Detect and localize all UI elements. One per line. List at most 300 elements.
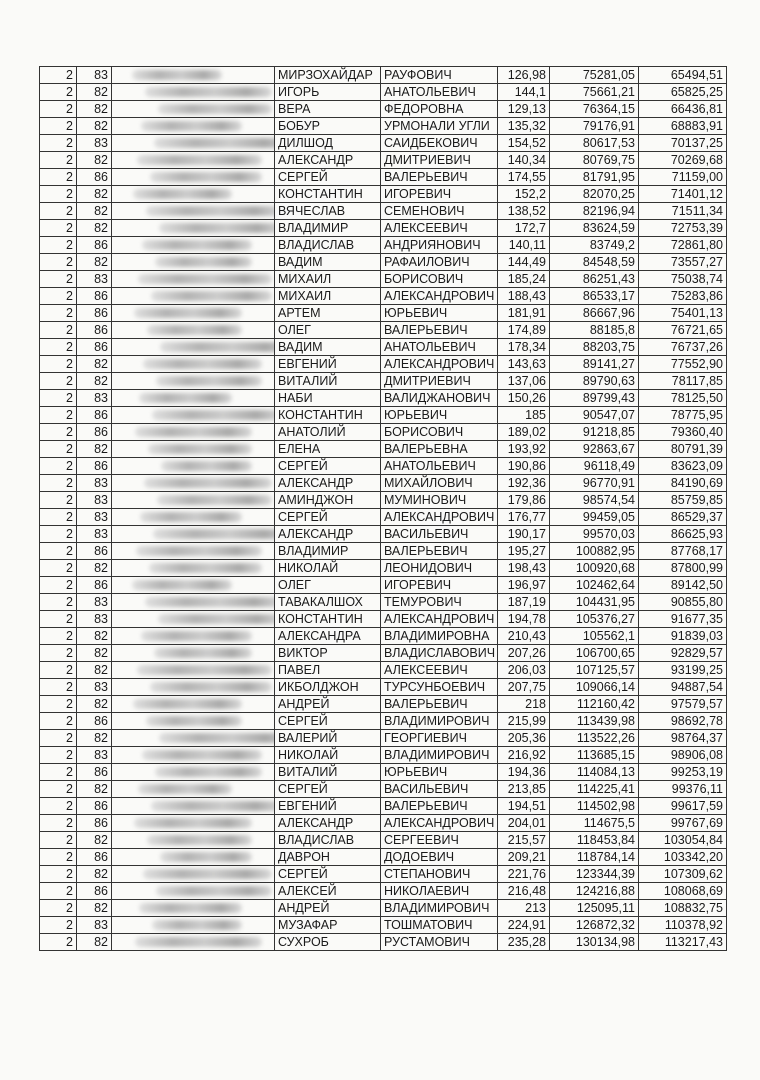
table-body <box>40 67 727 951</box>
col-net-amount: 70269,68 <box>639 152 727 169</box>
col-surname-redacted <box>112 730 275 747</box>
col-hours: 204,01 <box>498 815 550 832</box>
col-hours: 224,91 <box>498 917 550 934</box>
col-code: 82 <box>77 356 112 373</box>
col-first-name: АНАТОЛИЙ <box>275 424 381 441</box>
col-net-amount: 76737,26 <box>639 339 727 356</box>
redacted-surname <box>144 478 272 488</box>
col-code: 83 <box>77 594 112 611</box>
redacted-surname <box>160 852 252 862</box>
col-code: 82 <box>77 84 112 101</box>
col-group: 2 <box>40 679 77 696</box>
redacted-surname <box>154 138 275 148</box>
table-row <box>40 798 727 815</box>
redacted-surname <box>150 172 262 182</box>
table-row <box>40 560 727 577</box>
col-patronymic: РАФАИЛОВИЧ <box>381 254 498 271</box>
col-code: 83 <box>77 679 112 696</box>
col-net-amount: 72753,39 <box>639 220 727 237</box>
redacted-surname <box>135 427 252 437</box>
redacted-surname <box>147 325 242 335</box>
col-net-amount: 91677,35 <box>639 611 727 628</box>
col-gross-amount: 83749,2 <box>550 237 639 254</box>
table-row <box>40 849 727 866</box>
col-surname-redacted <box>112 713 275 730</box>
col-surname-redacted <box>112 628 275 645</box>
col-surname-redacted <box>112 390 275 407</box>
col-patronymic: ВАЛЕРЬЕВИЧ <box>381 322 498 339</box>
col-surname-redacted <box>112 288 275 305</box>
col-hours: 216,92 <box>498 747 550 764</box>
col-code: 86 <box>77 305 112 322</box>
col-surname-redacted <box>112 747 275 764</box>
col-surname-redacted <box>112 832 275 849</box>
col-hours: 195,27 <box>498 543 550 560</box>
col-patronymic: АЛЕКСЕЕВИЧ <box>381 220 498 237</box>
col-group: 2 <box>40 203 77 220</box>
col-first-name: АРТЕМ <box>275 305 381 322</box>
col-group: 2 <box>40 917 77 934</box>
table-row <box>40 356 727 373</box>
col-first-name: НАБИ <box>275 390 381 407</box>
col-surname-redacted <box>112 492 275 509</box>
col-gross-amount: 80617,53 <box>550 135 639 152</box>
col-patronymic: ИГОРЕВИЧ <box>381 577 498 594</box>
table-row <box>40 526 727 543</box>
table-row <box>40 815 727 832</box>
col-net-amount: 78117,85 <box>639 373 727 390</box>
col-net-amount: 86529,37 <box>639 509 727 526</box>
col-group: 2 <box>40 594 77 611</box>
col-net-amount: 93199,25 <box>639 662 727 679</box>
col-surname-redacted <box>112 356 275 373</box>
col-hours: 207,75 <box>498 679 550 696</box>
table-row <box>40 322 727 339</box>
col-net-amount: 84190,69 <box>639 475 727 492</box>
col-gross-amount: 100882,95 <box>550 543 639 560</box>
col-gross-amount: 123344,39 <box>550 866 639 883</box>
redacted-surname <box>147 835 252 845</box>
col-patronymic: АЛЕКСАНДРОВИЧ <box>381 509 498 526</box>
table-row <box>40 764 727 781</box>
col-group: 2 <box>40 186 77 203</box>
col-group: 2 <box>40 849 77 866</box>
col-group: 2 <box>40 84 77 101</box>
redacted-surname <box>141 121 242 131</box>
col-patronymic: ВЛАДИМИРОВИЧ <box>381 713 498 730</box>
col-first-name: МУЗАФАР <box>275 917 381 934</box>
col-surname-redacted <box>112 900 275 917</box>
redacted-surname <box>140 512 242 522</box>
col-gross-amount: 88185,8 <box>550 322 639 339</box>
col-surname-redacted <box>112 883 275 900</box>
col-surname-redacted <box>112 152 275 169</box>
col-gross-amount: 98574,54 <box>550 492 639 509</box>
col-code: 82 <box>77 662 112 679</box>
col-patronymic: АЛЕКСАНДРОВИЧ <box>381 611 498 628</box>
table-row <box>40 441 727 458</box>
col-group: 2 <box>40 458 77 475</box>
table-row <box>40 509 727 526</box>
col-patronymic: ДМИТРИЕВИЧ <box>381 373 498 390</box>
col-code: 83 <box>77 917 112 934</box>
table-row <box>40 594 727 611</box>
col-net-amount: 94887,54 <box>639 679 727 696</box>
col-code: 82 <box>77 441 112 458</box>
col-code: 82 <box>77 696 112 713</box>
col-net-amount: 73557,27 <box>639 254 727 271</box>
col-surname-redacted <box>112 203 275 220</box>
col-net-amount: 87768,17 <box>639 543 727 560</box>
col-code: 83 <box>77 67 112 84</box>
redacted-surname <box>151 291 272 301</box>
table-row <box>40 373 727 390</box>
col-net-amount: 85759,85 <box>639 492 727 509</box>
redacted-surname <box>149 563 262 573</box>
col-code: 82 <box>77 186 112 203</box>
col-first-name: АЛЕКСАНДР <box>275 526 381 543</box>
col-patronymic: ВАСИЛЬЕВИЧ <box>381 526 498 543</box>
col-hours: 185,24 <box>498 271 550 288</box>
redacted-surname <box>154 648 252 658</box>
col-code: 82 <box>77 220 112 237</box>
col-gross-amount: 89141,27 <box>550 356 639 373</box>
col-net-amount: 91839,03 <box>639 628 727 645</box>
col-gross-amount: 113439,98 <box>550 713 639 730</box>
col-group: 2 <box>40 713 77 730</box>
table-row <box>40 101 727 118</box>
col-first-name: ИГОРЬ <box>275 84 381 101</box>
col-patronymic: ЮРЬЕВИЧ <box>381 305 498 322</box>
col-gross-amount: 76364,15 <box>550 101 639 118</box>
col-surname-redacted <box>112 424 275 441</box>
col-first-name: АЛЕКСАНДР <box>275 475 381 492</box>
col-hours: 150,26 <box>498 390 550 407</box>
col-first-name: МИХАИЛ <box>275 288 381 305</box>
table-row <box>40 883 727 900</box>
col-hours: 209,21 <box>498 849 550 866</box>
col-hours: 221,76 <box>498 866 550 883</box>
col-code: 86 <box>77 764 112 781</box>
col-hours: 194,78 <box>498 611 550 628</box>
col-hours: 188,43 <box>498 288 550 305</box>
col-surname-redacted <box>112 169 275 186</box>
col-surname-redacted <box>112 679 275 696</box>
col-gross-amount: 113522,26 <box>550 730 639 747</box>
table-row <box>40 475 727 492</box>
col-surname-redacted <box>112 509 275 526</box>
col-gross-amount: 107125,57 <box>550 662 639 679</box>
col-net-amount: 71159,00 <box>639 169 727 186</box>
col-patronymic: ФЕДОРОВНА <box>381 101 498 118</box>
col-net-amount: 78775,95 <box>639 407 727 424</box>
col-hours: 154,52 <box>498 135 550 152</box>
col-first-name: МИХАИЛ <box>275 271 381 288</box>
col-net-amount: 108832,75 <box>639 900 727 917</box>
col-first-name: ВЛАДИМИР <box>275 543 381 560</box>
col-group: 2 <box>40 781 77 798</box>
table-row <box>40 458 727 475</box>
col-patronymic: ВЛАДИМИРОВИЧ <box>381 900 498 917</box>
col-first-name: АНДРЕЙ <box>275 696 381 713</box>
col-code: 86 <box>77 798 112 815</box>
col-group: 2 <box>40 883 77 900</box>
col-group: 2 <box>40 866 77 883</box>
salary-table <box>39 66 727 951</box>
col-net-amount: 103342,20 <box>639 849 727 866</box>
col-code: 86 <box>77 815 112 832</box>
col-hours: 138,52 <box>498 203 550 220</box>
col-first-name: ВИТАЛИЙ <box>275 373 381 390</box>
redacted-surname <box>133 189 232 199</box>
col-gross-amount: 89790,63 <box>550 373 639 390</box>
col-patronymic: ИГОРЕВИЧ <box>381 186 498 203</box>
col-net-amount: 68883,91 <box>639 118 727 135</box>
redacted-surname <box>156 886 272 896</box>
col-group: 2 <box>40 815 77 832</box>
col-code: 83 <box>77 135 112 152</box>
table-row <box>40 645 727 662</box>
col-first-name: ОЛЕГ <box>275 322 381 339</box>
col-code: 86 <box>77 407 112 424</box>
col-hours: 140,11 <box>498 237 550 254</box>
col-net-amount: 99376,11 <box>639 781 727 798</box>
table-row <box>40 866 727 883</box>
col-hours: 140,34 <box>498 152 550 169</box>
col-surname-redacted <box>112 407 275 424</box>
col-gross-amount: 104431,95 <box>550 594 639 611</box>
col-patronymic: УРМОНАЛИ УГЛИ <box>381 118 498 135</box>
col-net-amount: 113217,43 <box>639 934 727 951</box>
redacted-surname <box>155 767 262 777</box>
col-code: 83 <box>77 475 112 492</box>
col-group: 2 <box>40 390 77 407</box>
redacted-surname <box>159 733 275 743</box>
table-row <box>40 118 727 135</box>
col-code: 86 <box>77 849 112 866</box>
table-row <box>40 237 727 254</box>
col-code: 82 <box>77 730 112 747</box>
col-group: 2 <box>40 135 77 152</box>
col-gross-amount: 105376,27 <box>550 611 639 628</box>
col-net-amount: 98906,08 <box>639 747 727 764</box>
col-surname-redacted <box>112 339 275 356</box>
col-hours: 178,34 <box>498 339 550 356</box>
table-row <box>40 305 727 322</box>
col-first-name: НИКОЛАЙ <box>275 747 381 764</box>
col-group: 2 <box>40 645 77 662</box>
col-code: 86 <box>77 169 112 186</box>
col-patronymic: МИХАЙЛОВИЧ <box>381 475 498 492</box>
redacted-surname <box>161 461 252 471</box>
col-surname-redacted <box>112 186 275 203</box>
col-patronymic: РУСТАМОВИЧ <box>381 934 498 951</box>
col-surname-redacted <box>112 118 275 135</box>
col-gross-amount: 114084,13 <box>550 764 639 781</box>
redacted-surname <box>159 223 275 233</box>
table-row <box>40 271 727 288</box>
col-first-name: ВЛАДИСЛАВ <box>275 237 381 254</box>
col-net-amount: 83623,09 <box>639 458 727 475</box>
col-gross-amount: 96770,91 <box>550 475 639 492</box>
col-first-name: ВИКТОР <box>275 645 381 662</box>
col-patronymic: АЛЕКСАНДРОВИЧ <box>381 815 498 832</box>
col-code: 86 <box>77 458 112 475</box>
col-gross-amount: 86533,17 <box>550 288 639 305</box>
col-surname-redacted <box>112 373 275 390</box>
col-hours: 205,36 <box>498 730 550 747</box>
col-patronymic: ТОШМАТОВИЧ <box>381 917 498 934</box>
col-first-name: ВИТАЛИЙ <box>275 764 381 781</box>
col-patronymic: ТУРСУНБОЕВИЧ <box>381 679 498 696</box>
table-row <box>40 917 727 934</box>
col-surname-redacted <box>112 84 275 101</box>
table-row <box>40 628 727 645</box>
col-net-amount: 78125,50 <box>639 390 727 407</box>
col-gross-amount: 126872,32 <box>550 917 639 934</box>
col-net-amount: 98764,37 <box>639 730 727 747</box>
col-net-amount: 75401,13 <box>639 305 727 322</box>
col-surname-redacted <box>112 237 275 254</box>
col-surname-redacted <box>112 475 275 492</box>
col-net-amount: 65494,51 <box>639 67 727 84</box>
col-net-amount: 75038,74 <box>639 271 727 288</box>
col-code: 86 <box>77 322 112 339</box>
col-net-amount: 77552,90 <box>639 356 727 373</box>
col-hours: 218 <box>498 696 550 713</box>
col-surname-redacted <box>112 696 275 713</box>
col-code: 86 <box>77 424 112 441</box>
col-gross-amount: 112160,42 <box>550 696 639 713</box>
col-gross-amount: 84548,59 <box>550 254 639 271</box>
col-hours: 187,19 <box>498 594 550 611</box>
table-row <box>40 713 727 730</box>
col-patronymic: ЮРЬЕВИЧ <box>381 407 498 424</box>
col-net-amount: 98692,78 <box>639 713 727 730</box>
col-patronymic: АНДРИЯНОВИЧ <box>381 237 498 254</box>
col-gross-amount: 125095,11 <box>550 900 639 917</box>
col-surname-redacted <box>112 458 275 475</box>
col-first-name: СЕРГЕЙ <box>275 781 381 798</box>
col-first-name: ВЕРА <box>275 101 381 118</box>
redacted-surname <box>134 308 242 318</box>
col-hours: 192,36 <box>498 475 550 492</box>
col-hours: 144,49 <box>498 254 550 271</box>
col-surname-redacted <box>112 254 275 271</box>
col-code: 82 <box>77 900 112 917</box>
col-hours: 206,03 <box>498 662 550 679</box>
col-group: 2 <box>40 322 77 339</box>
col-first-name: ЕВГЕНИЙ <box>275 356 381 373</box>
redacted-surname <box>145 87 272 97</box>
col-group: 2 <box>40 220 77 237</box>
col-hours: 126,98 <box>498 67 550 84</box>
col-net-amount: 80791,39 <box>639 441 727 458</box>
redacted-surname <box>139 903 242 913</box>
redacted-surname <box>155 257 252 267</box>
col-net-amount: 70137,25 <box>639 135 727 152</box>
col-first-name: КОНСТАНТИН <box>275 186 381 203</box>
redacted-surname <box>160 342 275 352</box>
col-net-amount: 86625,93 <box>639 526 727 543</box>
col-hours: 196,97 <box>498 577 550 594</box>
col-code: 82 <box>77 254 112 271</box>
table-row <box>40 67 727 84</box>
col-first-name: КОНСТАНТИН <box>275 407 381 424</box>
table-row <box>40 220 727 237</box>
redacted-surname <box>138 274 272 284</box>
col-group: 2 <box>40 118 77 135</box>
col-net-amount: 99767,69 <box>639 815 727 832</box>
redacted-surname <box>145 597 275 607</box>
col-hours: 172,7 <box>498 220 550 237</box>
col-first-name: НИКОЛАЙ <box>275 560 381 577</box>
col-patronymic: АНАТОЛЬЕВИЧ <box>381 458 498 475</box>
col-group: 2 <box>40 662 77 679</box>
col-patronymic: СЕМЕНОВИЧ <box>381 203 498 220</box>
redacted-surname <box>158 614 275 624</box>
col-patronymic: МУМИНОВИЧ <box>381 492 498 509</box>
col-gross-amount: 100920,68 <box>550 560 639 577</box>
col-first-name: ПАВЕЛ <box>275 662 381 679</box>
table-row <box>40 781 727 798</box>
col-gross-amount: 113685,15 <box>550 747 639 764</box>
col-first-name: СЕРГЕЙ <box>275 458 381 475</box>
redacted-surname <box>142 240 252 250</box>
col-code: 83 <box>77 492 112 509</box>
table-row <box>40 424 727 441</box>
col-surname-redacted <box>112 781 275 798</box>
col-patronymic: НИКОЛАЕВИЧ <box>381 883 498 900</box>
redacted-surname <box>157 495 272 505</box>
table-row <box>40 254 727 271</box>
col-first-name: АНДРЕЙ <box>275 900 381 917</box>
col-gross-amount: 114675,5 <box>550 815 639 832</box>
redacted-surname <box>137 665 272 675</box>
col-patronymic: ВАСИЛЬЕВИЧ <box>381 781 498 798</box>
col-group: 2 <box>40 407 77 424</box>
col-first-name: СЕРГЕЙ <box>275 509 381 526</box>
col-surname-redacted <box>112 662 275 679</box>
redacted-surname <box>135 937 262 947</box>
col-code: 82 <box>77 628 112 645</box>
col-hours: 190,86 <box>498 458 550 475</box>
col-group: 2 <box>40 254 77 271</box>
col-group: 2 <box>40 271 77 288</box>
col-group: 2 <box>40 373 77 390</box>
table-row <box>40 135 727 152</box>
col-net-amount: 75283,86 <box>639 288 727 305</box>
col-group: 2 <box>40 560 77 577</box>
col-group: 2 <box>40 339 77 356</box>
col-code: 83 <box>77 611 112 628</box>
col-gross-amount: 75661,21 <box>550 84 639 101</box>
col-surname-redacted <box>112 594 275 611</box>
col-hours: 213 <box>498 900 550 917</box>
redacted-surname <box>146 206 275 216</box>
redacted-surname <box>142 750 262 760</box>
col-group: 2 <box>40 798 77 815</box>
col-net-amount: 97579,57 <box>639 696 727 713</box>
col-group: 2 <box>40 509 77 526</box>
table-row <box>40 492 727 509</box>
col-first-name: ДИЛШОД <box>275 135 381 152</box>
col-net-amount: 89142,50 <box>639 577 727 594</box>
col-gross-amount: 79176,91 <box>550 118 639 135</box>
col-patronymic: ДМИТРИЕВИЧ <box>381 152 498 169</box>
col-patronymic: САИДБЕКОВИЧ <box>381 135 498 152</box>
col-first-name: МИРЗОХАЙДАР <box>275 67 381 84</box>
